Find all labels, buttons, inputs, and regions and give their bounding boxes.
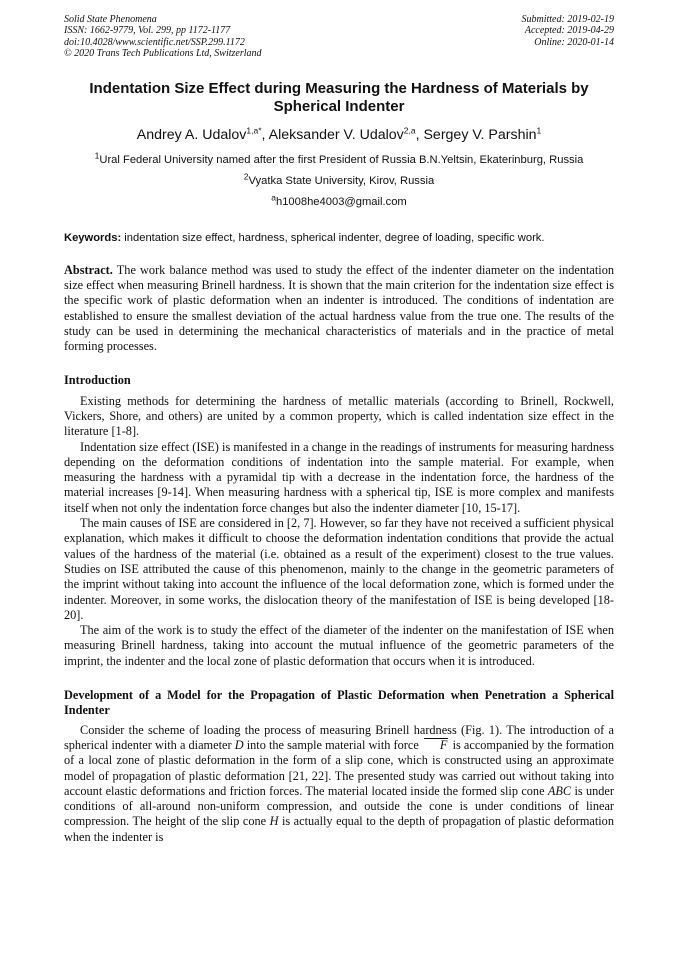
abstract (64, 263, 614, 355)
paragraph: The aim of the work is to study the effect of the diameter of the indenter on the manifestation of ISE when measuring Brinell hardness, taking into account the mutual influence of the geometric parameters of the imprint, the indenter and the local zone of plastic deformation that occurs when it is introduced. (64, 623, 614, 668)
affiliation-text: Ural Federal University named after the first President of Russia B.N.Yeltsin, Ekaterinburg, Russia (99, 153, 584, 166)
paragraph (64, 723, 614, 845)
model-body (64, 723, 614, 845)
vector-F: F (422, 738, 450, 753)
text-run: is accompanied by the formation of a local zone of plastic deformation in the form of a slip cone, which is constructed using an approximate model of propagation of plastic deformation [21, 22]. The presented study was carried out without taking into account elastic deformations and friction forces. The material located inside the formed slip cone (64, 737, 614, 798)
keywords (64, 231, 614, 245)
section-heading-model: Development of a Model for the Propagation of Plastic Deformation when Penetration a Spherical Indenter (64, 688, 614, 718)
keywords-label: Keywords: (64, 231, 122, 244)
author-name: Andrey A. Udalov (136, 126, 247, 143)
author-name: Aleksander V. Udalov (268, 126, 404, 143)
introduction-body (64, 394, 614, 669)
journal-name: Solid State Phenomena (64, 14, 157, 25)
author-name: Sergey V. Parshin (423, 126, 537, 143)
variable-D: D (234, 737, 244, 752)
copyright: © 2020 Trans Tech Publications Ltd, Switzerland (64, 48, 262, 60)
accepted-date: Accepted: 2019-04-29 (524, 25, 614, 37)
paragraph: The main causes of ISE are considered in [2, 7]. However, so far they have not received a sufficient physical explanation, which makes it difficult to choose the deformation indentation conditions that provide the actual values of the hardness of the material (i.e. obtained as a result of the experiment) closest to the true values. Studies on ISE attributed the cause of this phenomenon, mainly to the change in the geometric parameters of the imprint without taking into account the influence of the local deformation zone, which is formed under the indenter. Moreover, in some works, the dislocation theory of the manifestation of ISE is being developed [18-20]. (64, 516, 614, 622)
paragraph: Indentation size effect (ISE) is manifested in a change in the readings of instruments for measuring hardness depending on the deformation conditions of indentation into the sample material. For example, when measuring the hardness with a pyramidal tip with a decrease in the indentation force, the hardness of the material increases [9-14]. When measuring hardness with a spherical tip, ISE is more complex and manifests itself when not only the indentation force changes but also the indenter diameter [10, 15-17]. (64, 439, 614, 515)
abstract-text: The work balance method was used to study the effect of the indenter diameter on the indentation size effect when measuring Brinell hardness. It is shown that the main criterion for the indentation size effect is the specific work of plastic deformation when an indenter is introduced. The conditions of indentation are established to ensure the smallest deviation of the actual hardness value from the true one. The results of the study can be used in determining the mechanical characteristics of materials and in the practice of metal forming processes. (64, 262, 614, 354)
affiliation-text: Vyatka State University, Kirov, Russia (248, 174, 435, 187)
journal-header (64, 14, 614, 60)
author-sup: 1,a* (246, 124, 262, 135)
abstract-label: Abstract. (64, 262, 113, 277)
author-email (64, 191, 614, 209)
publication-dates (522, 14, 615, 60)
paper-title: Indentation Size Effect during Measuring the Hardness of Materials by Spherical Indenter (89, 79, 589, 116)
variable-H: H (269, 814, 279, 829)
paper-page (64, 14, 614, 845)
email-text: h1008he4003@gmail.com (275, 195, 407, 208)
issn: ISSN: 1662-9779, Vol. 299, pp 1172-1177 (64, 25, 231, 37)
author-sup: 2,a (403, 124, 416, 135)
affiliation-sup: 1 (94, 149, 100, 160)
doi: doi:10.4028/www.scientific.net/SSP.299.1172 (64, 36, 245, 48)
text-run: is under conditions of all-around non-uniform compression, and outside the cone is under conditions of linear compression. The height of the slip cone (64, 783, 614, 829)
affiliation-2 (64, 170, 614, 188)
paragraph: Existing methods for determining the hardness of metallic materials (according to Brinell, Rockwell, Vickers, Shore, and others) are united by a common property, which is called indentation size effect in the literature [1-8]. (64, 393, 614, 439)
journal-info (64, 14, 262, 60)
variable-ABC: ABC (547, 783, 572, 798)
author-separator: , (261, 126, 269, 143)
online-date: Online: 2020-01-14 (534, 36, 614, 48)
affiliation-sup: 2 (243, 170, 249, 181)
email-sup: a (271, 191, 276, 202)
submitted-date: Submitted: 2019-02-19 (521, 14, 614, 25)
text-run: into the sample material with force (243, 737, 422, 752)
author-list (64, 126, 614, 144)
keywords-text: indentation size effect, hardness, spherical indenter, degree of loading, specific work. (121, 231, 545, 244)
author-sup: 1 (536, 124, 542, 135)
text-run: Consider the scheme of loading the process of measuring Brinell hardness (Fig. 1). The introduction of a spherical indenter with a diameter (64, 722, 614, 752)
author-separator: , (415, 126, 424, 143)
text-run: is actually equal to the depth of propagation of plastic deformation when the indenter is (64, 814, 614, 844)
affiliation-1 (64, 149, 614, 167)
section-heading-introduction: Introduction (64, 373, 131, 388)
